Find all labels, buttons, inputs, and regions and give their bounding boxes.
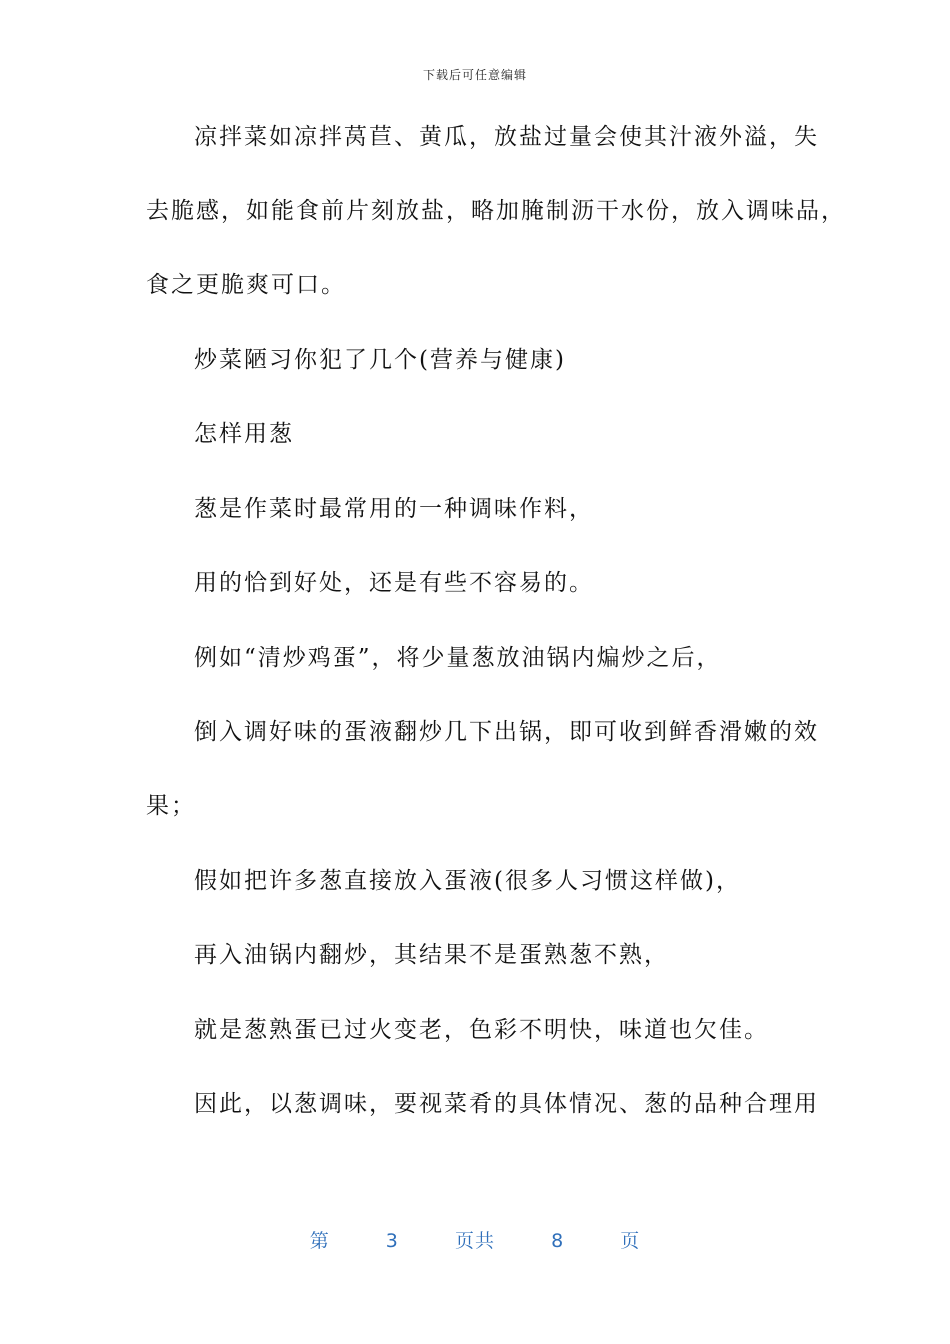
section-heading: 炒菜陋习你犯了几个(营养与健康): [194, 347, 566, 373]
paragraph-line: 用的恰到好处，还是有些不容易的。: [194, 570, 594, 596]
paragraph-line: 假如把许多葱直接放入蛋液(很多人习惯这样做)，: [194, 868, 741, 894]
paragraph-line: 去脆感，如能食前片刻放盐，略加腌制沥干水份，放入调味品，: [146, 198, 846, 224]
paragraph-line: 葱是作菜时最常用的一种调味作料，: [194, 496, 594, 522]
page-footer: [0, 1226, 950, 1253]
current-page-number: 3: [385, 1230, 399, 1252]
paragraph-line: 就是葱熟蛋已过火变老，色彩不明快，味道也欠佳。: [194, 1017, 769, 1043]
paragraph-line: 倒入调好味的蛋液翻炒几下出锅，即可收到鲜香滑嫩的效: [194, 719, 819, 745]
paragraph-line: 例如“清炒鸡蛋”，将少量葱放油锅内煸炒之后，: [194, 645, 722, 671]
paragraph-line: 食之更脆爽可口。: [146, 272, 346, 298]
footer-prefix: 第: [309, 1230, 330, 1252]
sub-heading: 怎样用葱: [194, 421, 294, 447]
page-header: 下载后可任意编辑: [422, 68, 527, 82]
paragraph-line: 凉拌菜如凉拌莴苣、黄瓜，放盐过量会使其汁液外溢，失: [194, 124, 819, 150]
total-pages-number: 8: [551, 1230, 565, 1252]
paragraph-line: 再入油锅内翻炒，其结果不是蛋熟葱不熟，: [194, 942, 669, 968]
footer-middle: 页共: [454, 1230, 495, 1252]
paragraph-line: 果；: [146, 793, 196, 819]
footer-suffix: 页: [620, 1230, 641, 1252]
paragraph-line: 因此，以葱调味，要视菜肴的具体情况、葱的品种合理用: [194, 1091, 819, 1117]
